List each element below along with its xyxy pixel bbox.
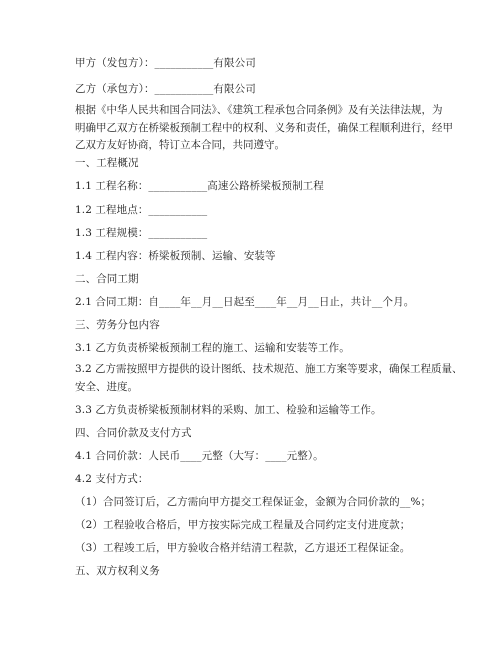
clause-3-2 xyxy=(75,361,463,396)
clause-4-1: 4.1 合同价款：人民币____元整（大写：____元整）。 xyxy=(75,450,324,462)
clause-1-2: 1.2 工程地点：___________ xyxy=(75,204,208,216)
clause-1-4: 1.4 工程内容：桥梁板预制、运输、安装等 xyxy=(75,250,276,262)
section-3-title: 三、劳务分包内容 xyxy=(75,319,160,331)
clause-3-2-line: 安全、进度。 xyxy=(75,380,138,393)
section-4-title: 四、合同价款及支付方式 xyxy=(75,427,192,439)
clause-1-1: 1.1 工程名称：___________高速公路桥梁板预制工程 xyxy=(75,180,324,192)
intro-line: 明确甲乙双方在桥梁板预制工程中的权利、义务和责任，确保工程顺利进行，经甲 xyxy=(75,121,453,134)
party-a-line: 甲方（发包方）：___________有限公司 xyxy=(75,57,256,69)
clause-3-3: 3.3 乙方负责桥梁板预制材料的采购、加工、检验和运输等工作。 xyxy=(75,404,382,416)
clause-4-2-1: （1）合同签订后，乙方需向甲方提交工程保证金，金额为合同价款的__%； xyxy=(75,496,432,508)
intro-line: 乙双方友好协商，特订立本合同，共同遵守。 xyxy=(75,139,285,151)
section-1-title: 一、工程概况 xyxy=(75,157,139,169)
section-2-title: 二、合同工期 xyxy=(75,273,139,285)
section-5-title: 五、双方权利义务 xyxy=(75,565,160,577)
intro-line: 根据《中华人民共和国合同法》、《建筑工程承包合同条例》及有关法律法规，为 xyxy=(75,104,443,116)
clause-2-1: 2.1 合同工期：自____年__月__日起至____年__月__日止，共计__个月。 xyxy=(75,296,415,308)
clause-3-2-line: 3.2 乙方需按照甲方提供的设计图纸、技术规范、施工方案等要求，确保工程质量、 xyxy=(75,363,463,375)
clause-1-3: 1.3 工程规模：___________ xyxy=(75,227,208,239)
clause-3-1: 3.1 乙方负责桥梁板预制工程的施工、运输和安装等工作。 xyxy=(75,342,350,354)
clause-4-2-3: （3）工程竣工后，甲方验收合格并结清工程款，乙方退还工程保证金。 xyxy=(75,542,411,554)
intro-paragraph xyxy=(75,102,453,155)
party-b-line: 乙方（承包方）：___________有限公司 xyxy=(75,83,256,95)
clause-4-2-2: （2）工程验收合格后，甲方按实际完成工程量及合同约定支付进度款； xyxy=(75,519,411,531)
clause-4-2: 4.2 支付方式： xyxy=(75,473,149,485)
